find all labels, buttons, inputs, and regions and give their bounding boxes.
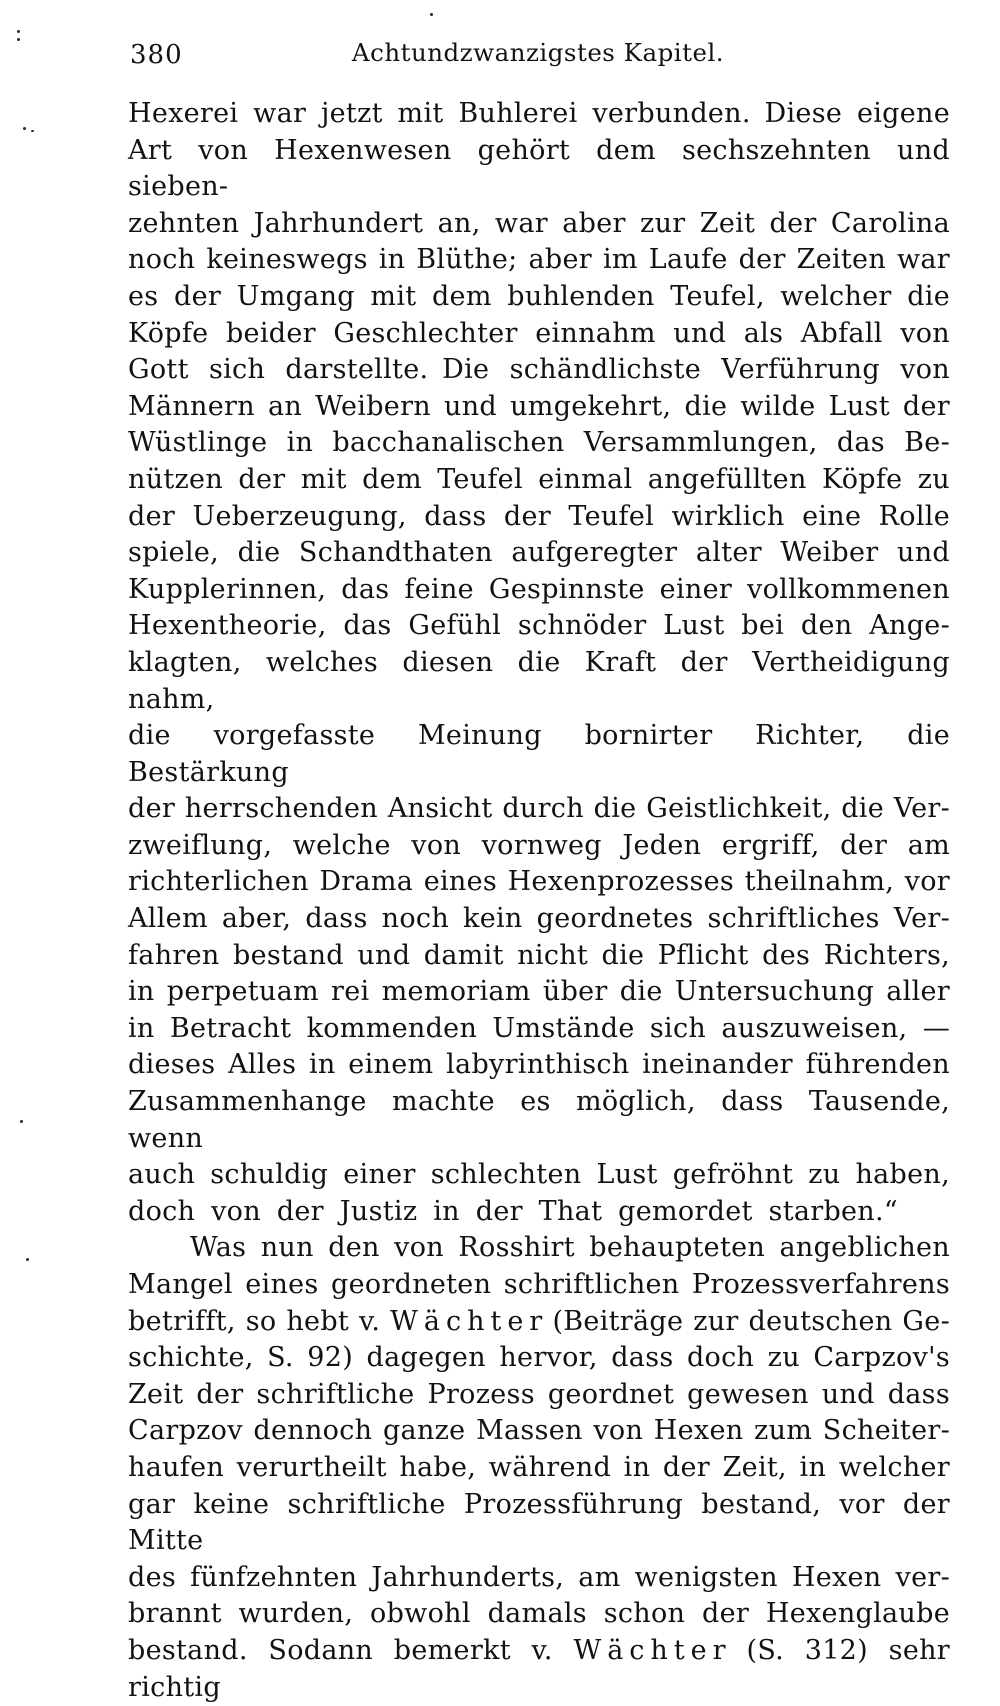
text-line: des fünfzehnten Jahrhunderts, am wenigsten Hexen ver-	[128, 1561, 950, 1593]
text-line: der herrschenden Ansicht durch die Geistlichkeit, die Ver-	[128, 793, 950, 825]
text-line: noch keineswegs in Blüthe; aber im Laufe der Zeiten war	[128, 244, 950, 276]
text-line: Zeit der schriftliche Prozess geordnet gewesen und dass	[128, 1378, 950, 1410]
text-line: zehnten Jahrhundert an, war aber zur Zeit der Carolina	[128, 207, 950, 239]
text-line: Allem aber, dass noch kein geordnetes schriftliches Ver-	[128, 903, 950, 935]
text-line: Kupplerinnen, das feine Gespinnste einer vollkommenen	[128, 573, 950, 605]
text-line: auch schuldig einer schlechten Lust gefröhnt zu haben,	[128, 1159, 950, 1191]
text-line: Hexerei war jetzt mit Buhlerei verbunden. Diese eigene	[128, 98, 950, 129]
text-line: richterlichen Drama eines Hexenprozesses theilnahm, vor	[128, 866, 950, 898]
text-line: Carpzov dennoch ganze Massen von Hexen zum Scheiter-	[128, 1415, 950, 1447]
page-header	[128, 38, 948, 78]
text-line: bestand. Sodann bemerkt v. W ä c h t e r (S. 312) sehr richtig	[128, 1634, 950, 1703]
text-line: gar keine schriftliche Prozessführung bestand, vor der Mitte	[128, 1488, 950, 1557]
text-line: brannt wurden, obwohl damals schon der Hexenglaube	[128, 1598, 950, 1630]
scan-speck	[31, 130, 34, 132]
text-line: nützen der mit dem Teufel einmal angefüllten Köpfe zu	[128, 463, 950, 495]
text-line: Gott sich darstellte. Die schändlichste Verführung von	[128, 354, 950, 386]
text-line: zweiflung, welche von vornweg Jeden ergriff, der am	[128, 829, 950, 861]
page-number: 380	[130, 40, 183, 70]
text-line: klagten, welches diesen die Kraft der Vertheidigung nahm,	[128, 646, 950, 715]
text-line: Mangel eines geordneten schriftlichen Prozessverfahrens	[128, 1269, 950, 1300]
text-line: betrifft, so hebt v. W ä c h t e r (Beiträge zur deutschen Ge-	[128, 1305, 950, 1337]
text-line: die vorgefasste Meinung bornirter Richter, die Bestärkung	[128, 720, 950, 788]
text-line: spiele, die Schandthaten aufgeregter alter Weiber und	[128, 537, 950, 569]
text-line: der Ueberzeugung, dass der Teufel wirklich eine Rolle	[128, 500, 950, 532]
text-line: es der Umgang mit dem buhlenden Teufel, welcher die	[128, 280, 950, 312]
body-text	[128, 96, 950, 1706]
text-line-paragraph-start: Was nun den von Rosshirt behaupteten angeblichen	[190, 1232, 950, 1264]
text-line: Männern an Weibern und umgekehrt, die wilde Lust der	[128, 390, 950, 422]
text-line: fahren bestand und damit nicht die Pflicht des Richters,	[128, 939, 950, 971]
text-line: Zusammenhange machte es möglich, dass Tausende, wenn	[128, 1086, 950, 1154]
text-line: Wüstlinge in bacchanalischen Versammlungen, das Be-	[128, 427, 950, 459]
scan-speck	[23, 127, 26, 130]
text-line: in perpetuam rei memoriam über die Untersuchung aller	[128, 976, 950, 1008]
text-line: schichte, S. 92) dagegen hervor, dass doch zu Carpzov's	[128, 1342, 950, 1374]
text-line: haufen verurtheilt habe, während in der Zeit, in welcher	[128, 1451, 950, 1483]
text-line: Art von Hexenwesen gehört dem sechszehnten und sieben-	[128, 134, 950, 203]
scan-speck	[430, 13, 433, 16]
chapter-title: Achtundzwanzigstes Kapitel.	[351, 38, 725, 67]
text-line-paragraph-end: doch von der Justiz in der That gemordet starben.“	[128, 1195, 898, 1227]
text-line: Hexentheorie, das Gefühl schnöder Lust bei den Ange-	[128, 610, 950, 642]
scan-speck	[26, 1258, 29, 1261]
text-line: in Betracht kommenden Umstände sich auszuweisen, —	[128, 1012, 950, 1044]
text-line: Köpfe beider Geschlechter einnahm und als Abfall von	[128, 317, 950, 349]
scan-speck	[17, 38, 20, 41]
scan-speck	[17, 30, 20, 33]
text-line: dieses Alles in einem labyrinthisch ineinander führenden	[128, 1049, 950, 1081]
scan-speck	[20, 1120, 23, 1123]
